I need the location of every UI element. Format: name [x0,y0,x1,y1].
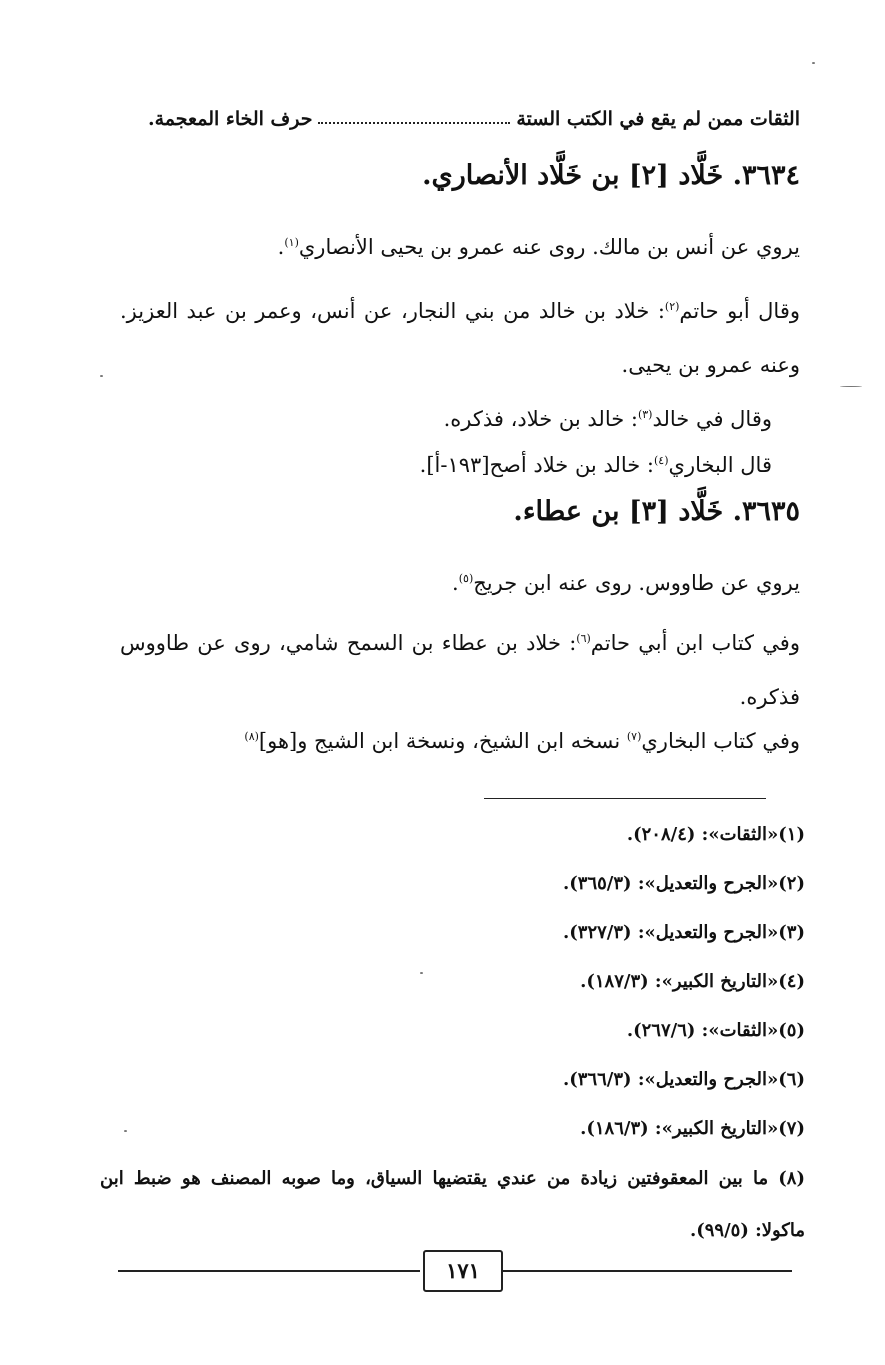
paragraph-tail: : خلاد بن عطاء بن السمح شامي، روى عن طاووس فذكره. [120,631,800,709]
footer-rule-right [502,1270,792,1272]
paragraph-tail: : خالد بن خلاد أصح[١٩٣-أ]. [419,453,654,477]
header-book-title: الثقات ممن لم يقع في الكتب الستة [516,108,800,130]
footnote-3: (٣)«الجرح والتعديل»: (٣٢٧/٣). [563,922,805,943]
running-header [148,104,800,134]
footnote-7: (٧)«التاريخ الكبير»: (١٨٦/٣). [580,1118,805,1139]
footnote-ref: (٨) [244,730,259,743]
paragraph-text: وقال أبو حاتم [679,299,800,323]
page-footer [118,1250,792,1300]
footnote-ref: (١) [284,236,299,249]
footnote-ref: (٧) [626,730,642,743]
footnote-ref: (٣) [637,408,653,421]
entry-3635-paragraph-2 [120,612,800,724]
paragraph-tail: . [452,571,459,595]
paragraph-text: وفي كتاب ابن أبي حاتم [590,631,800,655]
footnote-5: (٥)«الثقات»: (٢٦٧/٦). [626,1020,805,1041]
footnote-8: (٨) ما بين المعقوفتين زيادة من عندي يقتضيها السياق، وما صوبه المصنف هو ضبط ابن ماكولا: (٩٩/٥). [100,1168,805,1241]
paragraph-text: وقال في خالد [652,407,772,431]
footnote-6: (٦)«الجرح والتعديل»: (٣٦٦/٣). [563,1069,805,1090]
scan-speck [840,386,862,387]
entry-3635-paragraph-3 [120,710,800,768]
footnote-separator [484,798,766,799]
header-chapter: حرف الخاء المعجمة. [148,108,313,130]
entry-3634-paragraph-3 [120,392,772,442]
footnote-ref: (٦) [576,632,591,645]
header-dot-leader [318,122,510,124]
paragraph-text: قال البخاري [668,453,772,477]
entry-3634-paragraph-2 [120,280,800,392]
scan-speck [100,375,103,377]
paragraph-text: وفي كتاب البخاري [641,729,800,753]
footnote-ref: (٥) [458,572,474,585]
paragraph-text: يروي عن أنس بن مالك. روى عنه عمرو بن يحيى الأنصاري [298,235,800,259]
entry-heading-3635: ٣٦٣٥. خَلَّاد [٣] بن عطاء. [513,496,800,527]
footnotes [100,810,805,1257]
entry-3634-paragraph-4 [120,438,772,488]
paragraph-tail: . [277,235,285,259]
scan-speck [420,972,423,974]
paragraph-tail: نسخه ابن الشيخ، ونسخة ابن الشيج و[هو] [258,729,627,753]
footer-rule-left [118,1270,420,1272]
scan-speck [124,1130,127,1132]
footnote-2: (٢)«الجرح والتعديل»: (٣٦٥/٣). [563,873,805,894]
footnote-1: (١)«الثقات»: (٢٠٨/٤). [626,824,805,845]
footnote-ref: (٢) [664,300,680,313]
entry-3635-paragraph-1 [120,552,800,610]
footnote-ref: (٤) [654,454,669,467]
footnote-4: (٤)«التاريخ الكبير»: (١٨٧/٣). [580,971,805,992]
paragraph-tail: : خالد بن خلاد، فذكره. [443,407,638,431]
scan-speck [812,62,815,64]
paragraph-text: يروي عن طاووس. روى عنه ابن جريج [473,571,800,595]
entry-heading-3634: ٣٦٣٤. خَلَّاد [٢] بن خَلَّاد الأنصاري. [422,160,800,191]
entry-3634-paragraph-1 [120,216,800,274]
paragraph-tail: : خلاد بن خالد من بني النجار، عن أنس، وعمر بن عبد العزيز. وعنه عمرو بن يحيى. [120,299,800,377]
page-number: ١٧١ [423,1250,503,1292]
